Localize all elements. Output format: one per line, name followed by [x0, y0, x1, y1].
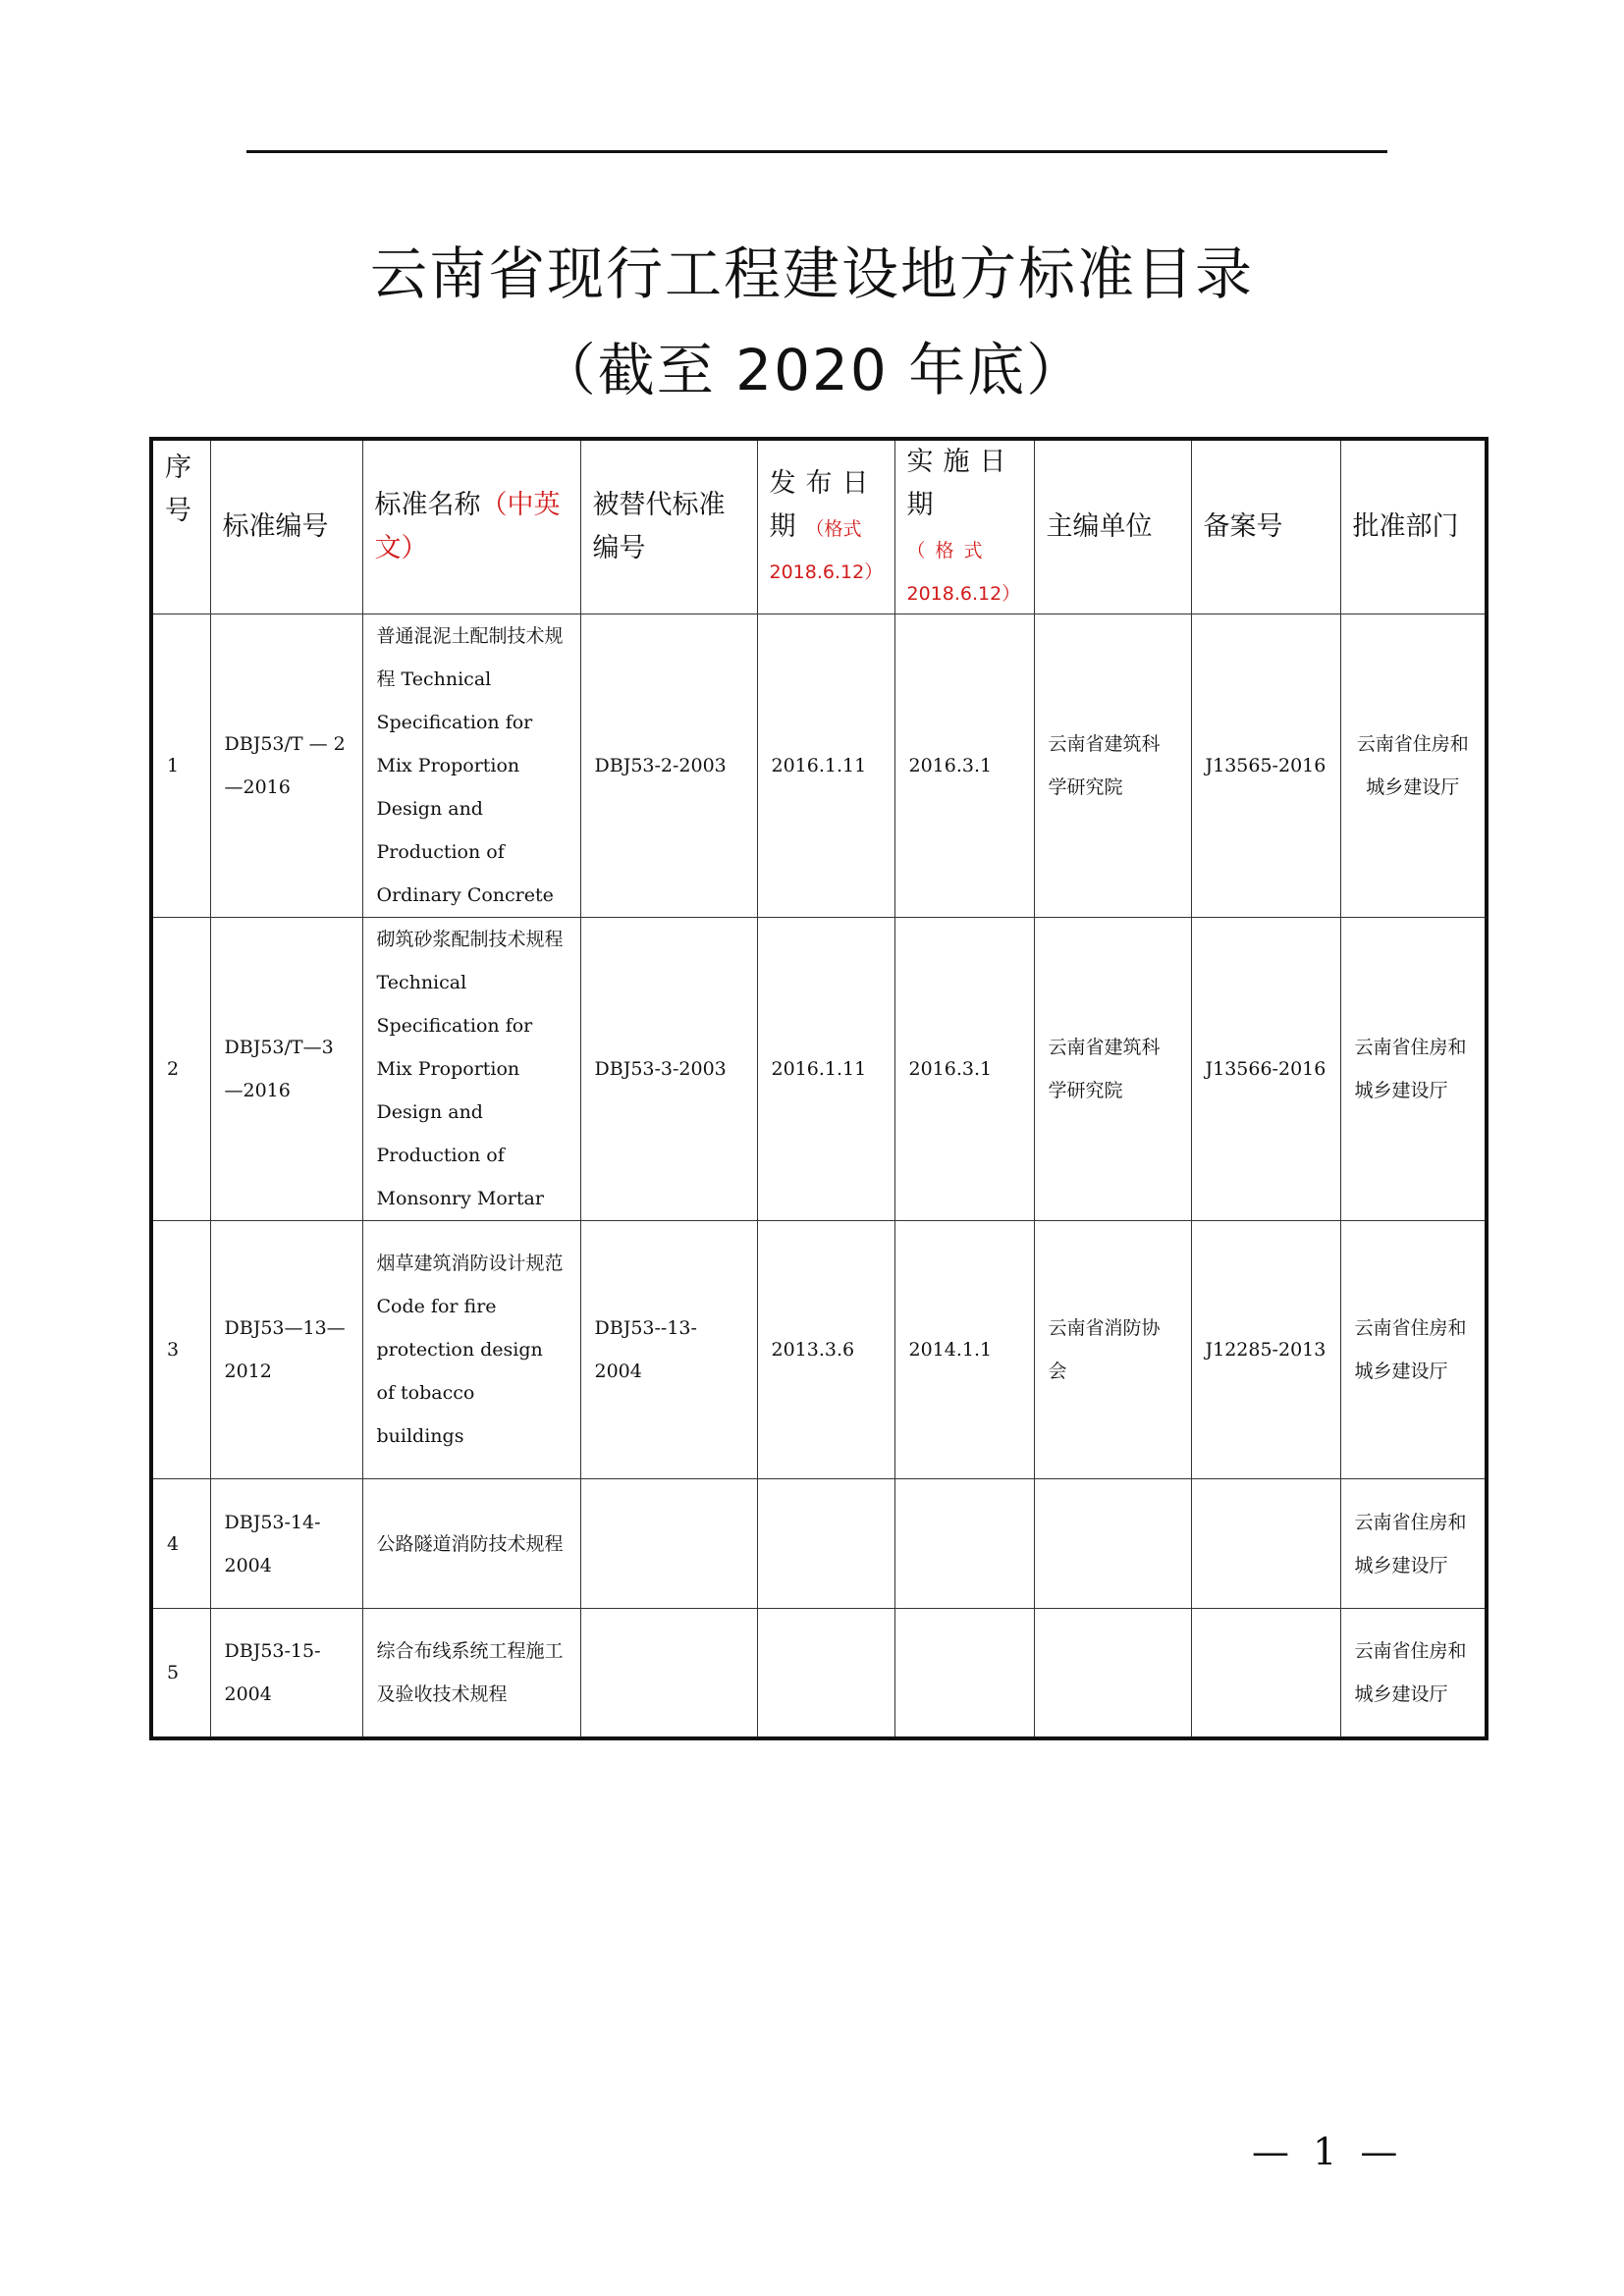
header-pub-format: 2018.6.12） — [769, 561, 884, 583]
cell-pub-date: 2016.1.11 — [757, 614, 894, 918]
table-row — [151, 918, 1487, 1221]
header-name-note: （中英文） — [374, 490, 561, 563]
header-std-no: 标准编号 — [210, 439, 362, 614]
cell-pub-date: 2013.3.6 — [757, 1221, 894, 1479]
header-impl-format: 2018.6.12） — [906, 583, 1021, 605]
cell-replaced: DBJ53-3-2003 — [580, 918, 757, 1221]
cell-approver: 云南省住房和城乡建设厅 — [1340, 918, 1487, 1221]
top-rule — [246, 150, 1387, 153]
cell-name: 综合布线系统工程施工及验收技术规程 — [362, 1609, 580, 1738]
cell-std-no: DBJ53/T—3—2016 — [210, 918, 362, 1221]
cell-record — [1191, 1609, 1340, 1738]
cell-impl-date: 2016.3.1 — [894, 918, 1034, 1221]
cell-std-no: DBJ53-15-2004 — [210, 1609, 362, 1738]
cell-record: J13565-2016 — [1191, 614, 1340, 918]
cell-std-no: DBJ53—13—2012 — [210, 1221, 362, 1479]
header-impl-date — [894, 439, 1034, 614]
cell-seq: 3 — [151, 1221, 210, 1479]
cell-replaced: DBJ53-2-2003 — [580, 614, 757, 918]
cell-editor — [1034, 1479, 1191, 1609]
cell-record: J13566-2016 — [1191, 918, 1340, 1221]
cell-name: 砌筑砂浆配制技术规程 Technical Specification for Mix Proportion Design and Production of Monsonry Mortar — [362, 918, 580, 1221]
header-record: 备案号 — [1191, 439, 1340, 614]
cell-impl-date — [894, 1609, 1034, 1738]
cell-seq: 5 — [151, 1609, 210, 1738]
cell-replaced — [580, 1609, 757, 1738]
page-number: — 1 — — [1252, 2130, 1404, 2173]
header-replaced: 被替代标准编号 — [580, 439, 757, 614]
cell-approver: 云南省住房和城乡建设厅 — [1340, 1221, 1487, 1479]
cell-replaced — [580, 1479, 757, 1609]
cell-editor: 云南省消防协会 — [1034, 1221, 1191, 1479]
header-seq: 序号 — [151, 439, 210, 614]
table-row — [151, 614, 1487, 918]
document-subtitle: （截至 2020 年底） — [538, 337, 1086, 403]
cell-seq: 4 — [151, 1479, 210, 1609]
cell-pub-date — [757, 1479, 894, 1609]
header-pub-note: （格式 — [805, 518, 862, 540]
document-title: 云南省现行工程建设地方标准目录 — [369, 240, 1254, 307]
header-name-main: 标准名称 — [374, 490, 481, 520]
cell-replaced: DBJ53--13-2004 — [580, 1221, 757, 1479]
header-approver: 批准部门 — [1340, 439, 1487, 614]
table-row — [151, 1479, 1487, 1609]
cell-editor: 云南省建筑科学研究院 — [1034, 918, 1191, 1221]
header-pub-date-label: 发布日期 — [769, 468, 879, 542]
cell-approver: 云南省住房和城乡建设厅 — [1340, 1479, 1487, 1609]
cell-name: 烟草建筑消防设计规范 Code for fire protection design of tobacco buildings — [362, 1221, 580, 1479]
cell-name: 普通混泥土配制技术规程 Technical Specification for Mix Proportion Design and Production of Ordinary Concrete — [362, 614, 580, 918]
cell-editor: 云南省建筑科学研究院 — [1034, 614, 1191, 918]
cell-pub-date — [757, 1609, 894, 1738]
cell-seq: 1 — [151, 614, 210, 918]
cell-approver: 云南省住房和城乡建设厅 — [1340, 1609, 1487, 1738]
header-pub-date — [757, 439, 894, 614]
header-name — [362, 439, 580, 614]
cell-impl-date — [894, 1479, 1034, 1609]
header-row — [151, 439, 1487, 614]
table-row — [151, 1221, 1487, 1479]
header-impl-date-label: 实施日期 — [906, 447, 1016, 520]
cell-record: J12285-2013 — [1191, 1221, 1340, 1479]
cell-std-no: DBJ53-14-2004 — [210, 1479, 362, 1609]
header-impl-note: （格式 — [906, 540, 993, 561]
cell-seq: 2 — [151, 918, 210, 1221]
cell-impl-date: 2016.3.1 — [894, 614, 1034, 918]
cell-editor — [1034, 1609, 1191, 1738]
cell-record — [1191, 1479, 1340, 1609]
cell-approver: 云南省住房和城乡建设厅 — [1340, 614, 1487, 918]
header-editor: 主编单位 — [1034, 439, 1191, 614]
standards-table — [149, 437, 1489, 1740]
cell-pub-date: 2016.1.11 — [757, 918, 894, 1221]
cell-std-no: DBJ53/T — 2—2016 — [210, 614, 362, 918]
table-row — [151, 1609, 1487, 1738]
cell-name: 公路隧道消防技术规程 — [362, 1479, 580, 1609]
cell-impl-date: 2014.1.1 — [894, 1221, 1034, 1479]
